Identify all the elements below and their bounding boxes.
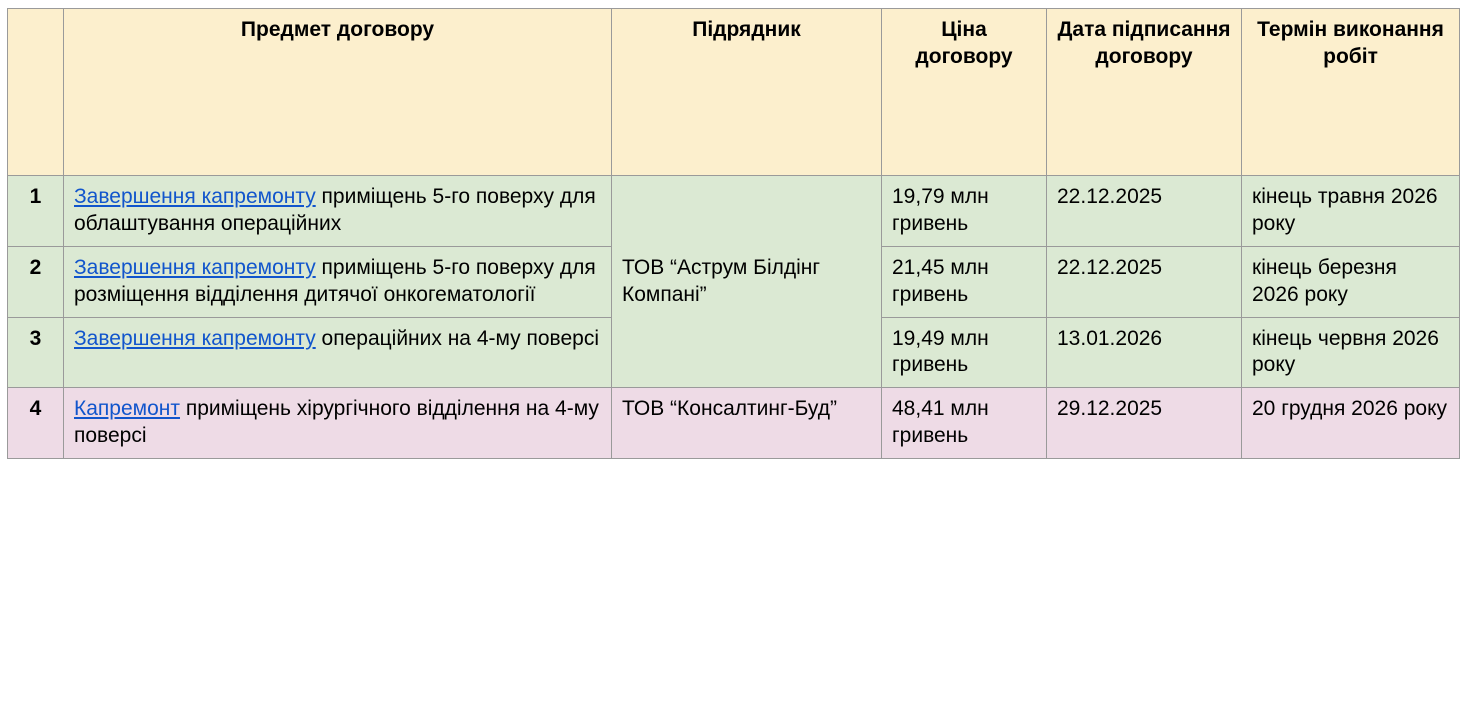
table-row xyxy=(8,388,1460,459)
header-price: Ціна договору xyxy=(882,9,1047,176)
row-subject xyxy=(64,388,612,459)
header-row xyxy=(8,9,1460,176)
row-term: кінець травня 2026 року xyxy=(1242,176,1460,247)
row-price: 19,49 млн гривень xyxy=(882,317,1047,388)
row-price: 19,79 млн гривень xyxy=(882,176,1047,247)
row-number: 2 xyxy=(8,246,64,317)
row-number: 4 xyxy=(8,388,64,459)
row-term: кінець червня 2026 року xyxy=(1242,317,1460,388)
subject-text: приміщень 5-го поверху для облаштування операційних xyxy=(74,185,596,235)
header-term: Термін виконання робіт xyxy=(1242,9,1460,176)
header-subject: Предмет договору xyxy=(64,9,612,176)
row-price: 21,45 млн гривень xyxy=(882,246,1047,317)
contracts-table xyxy=(7,8,1460,459)
subject-link[interactable]: Завершення капремонту xyxy=(74,255,316,279)
header-corner xyxy=(8,9,64,176)
contracts-table-sheet xyxy=(0,8,1466,718)
row-contractor: ТОВ “Аструм Білдінг Компані” xyxy=(612,176,882,388)
row-term: 20 грудня 2026 року xyxy=(1242,388,1460,459)
table-body xyxy=(8,176,1460,459)
row-number: 3 xyxy=(8,317,64,388)
header-sign-date: Дата підписання договору xyxy=(1047,9,1242,176)
row-sign-date: 13.01.2026 xyxy=(1047,317,1242,388)
subject-link[interactable]: Капремонт xyxy=(74,397,180,421)
subject-text: приміщень 5-го поверху для розміщення відділення дитячої онкогематології xyxy=(74,255,596,306)
row-sign-date: 22.12.2025 xyxy=(1047,246,1242,317)
row-number: 1 xyxy=(8,176,64,247)
table-row xyxy=(8,176,1460,247)
row-term: кінець березня 2026 року xyxy=(1242,246,1460,317)
row-sign-date: 22.12.2025 xyxy=(1047,176,1242,247)
header-contractor: Підрядник xyxy=(612,9,882,176)
row-price: 48,41 млн гривень xyxy=(882,388,1047,459)
subject-link[interactable]: Завершення капремонту xyxy=(74,185,316,208)
row-contractor: ТОВ “Консалтинг-Буд” xyxy=(612,388,882,459)
row-subject xyxy=(64,246,612,317)
row-sign-date: 29.12.2025 xyxy=(1047,388,1242,459)
subject-link[interactable]: Завершення капремонту xyxy=(74,326,316,350)
subject-text: приміщень хірургічного відділення на 4-му поверсі xyxy=(74,397,599,448)
table-header xyxy=(8,9,1460,176)
subject-text: операційних на 4-му поверсі xyxy=(315,326,599,350)
row-subject xyxy=(64,176,612,247)
row-subject xyxy=(64,317,612,388)
